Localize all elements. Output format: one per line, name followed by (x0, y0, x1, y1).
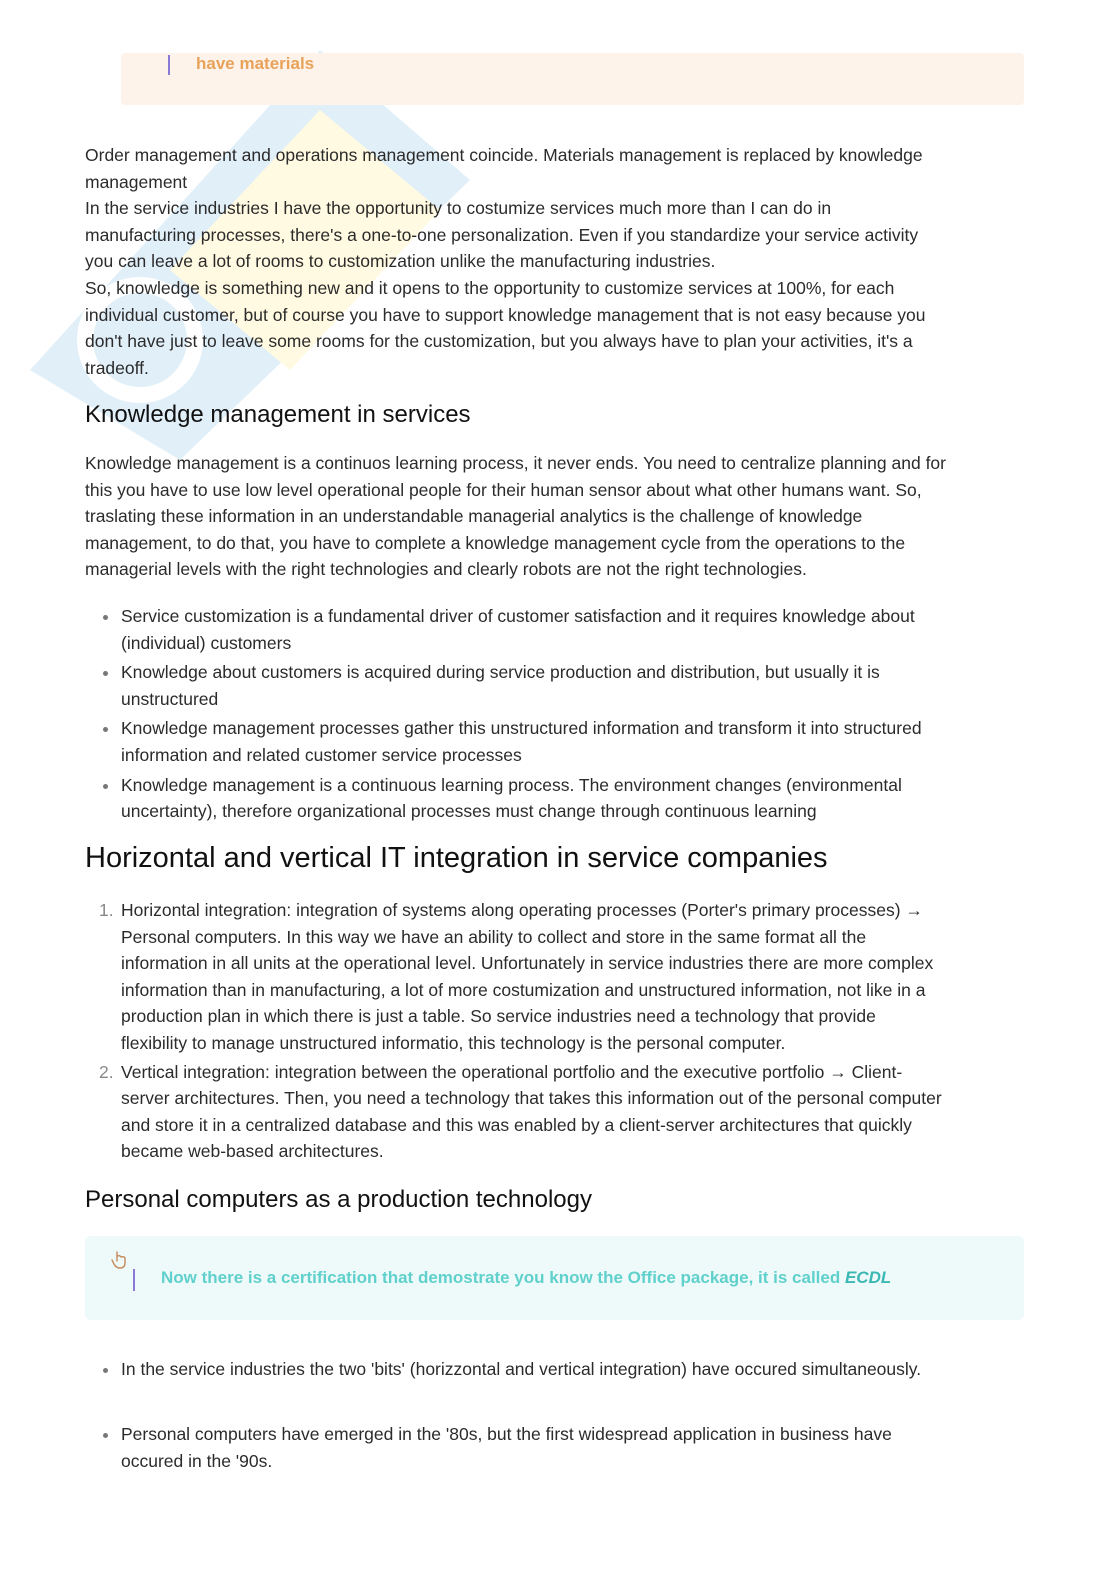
ecdl-emphasis: ECDL (844, 1268, 892, 1287)
callout-text: have materials (196, 54, 315, 73)
text-line: managerial levels with the right technologies and clearly robots are not the right technologies. (85, 559, 807, 580)
callout-text: Now there is a certification that demostrate you know the Office package, it is called ECDL (161, 1268, 892, 1287)
text-line: this you have to use low level operational people for their human sensor about what other humans want. So, (85, 479, 922, 500)
text-line: individual customer, but of course you have to support knowledge management that is not easy because you (85, 304, 926, 325)
list-item: Knowledge management is a continuous learning process. The environment changes (environmental uncertainty), therefore organizational processes must change through continuous learning (85, 772, 1025, 825)
text-line: tradeoff. (85, 357, 149, 378)
list-number: 2. (99, 1061, 114, 1082)
text-line: Order management and operations management coincide. Materials management is replaced by knowledge (85, 145, 923, 165)
list-item: In the service industries the two 'bits' (horizzontal and vertical integration) have occured simultaneously. (85, 1356, 1025, 1383)
list-item: Knowledge about customers is acquired during service production and distribution, but usually it is unstructured (85, 659, 1025, 712)
text-line: manufacturing processes, there's a one-to-one personalization. Even if you standardize your service activity (85, 224, 919, 245)
heading-personal-computers: Personal computers as a production technology (85, 1186, 592, 1213)
heading-it-integration: Horizontal and vertical IT integration in service companies (85, 842, 828, 874)
pointing-hand-icon (111, 1250, 129, 1270)
text-line: So, knowledge is something new and it opens to the opportunity to customize services at 100%, for each (85, 277, 895, 298)
intro-paragraph (85, 142, 1025, 381)
list-item: Knowledge management processes gather this unstructured information and transform it into structured information and related customer service processes (85, 715, 1025, 768)
bullet-dot-icon (103, 784, 108, 789)
knowledge-paragraph (85, 450, 1025, 583)
callout-quote-bar (168, 55, 170, 75)
pc-bullet-list-2 (85, 1421, 1025, 1474)
list-item: Service customization is a fundamental driver of customer satisfaction and it requires knowledge about (individual) customers (85, 603, 1025, 656)
callout-ecdl-tip (85, 1236, 1024, 1320)
text-line: you can leave a lot of rooms to customization unlike the manufacturing industries. (85, 251, 716, 272)
text-line: don't have just to leave some rooms for the customization, but you always have to plan your activities, it's a (85, 331, 913, 352)
list-item: Personal computers have emerged in the '80s, but the first widespread application in business have occured in the '90s. (85, 1421, 1025, 1474)
knowledge-bullet-list (85, 603, 1025, 825)
bullet-dot-icon (103, 671, 108, 676)
heading-knowledge-management: Knowledge management in services (85, 401, 471, 428)
list-number: 1. (99, 900, 114, 920)
integration-numbered-list (85, 897, 1025, 1165)
text-line: management, to do that, you have to complete a knowledge management cycle from the operations to the (85, 532, 906, 553)
text-line: In the service industries I have the opportunity to costumize services much more than I can do in (85, 198, 832, 219)
pc-bullet-list-1 (85, 1356, 1025, 1383)
bullet-dot-icon (103, 727, 108, 732)
bullet-dot-icon (103, 1433, 108, 1438)
text-line: Knowledge management is a continuos learning process, it never ends. You need to centralize planning and for (85, 453, 946, 473)
list-item: 2. Vertical integration: integration between the operational portfolio and the executive portfolio → Client- server architectures. Then, you need a technology that takes this information out of the personal computer and store it in a centralized database and this was enabled by a client-server architectures that quickly became web-based architectures. (85, 1059, 1025, 1165)
callout-materials (121, 53, 1024, 105)
bullet-dot-icon (103, 615, 108, 620)
list-item: 1. Horizontal integration: integration of systems along operating processes (Porter's primary processes) → Personal computers. In this way we have an ability to collect and store in the same format all the information in all units at the operational level. Unfortunately in service industries there are more complex information than in manufacturing, a lot of more costumization and unstructured information, not like in a production plan in which there is just a table. So service industries need a technology that provide flexibility to manage unstructured informatio, this technology is the personal computer. (85, 897, 1025, 1057)
bullet-dot-icon (103, 1368, 108, 1373)
text-line: traslating these information in an understandable managerial analytics is the challenge of knowledge (85, 506, 863, 527)
callout-quote-bar (133, 1269, 135, 1291)
text-line: management (85, 171, 188, 192)
